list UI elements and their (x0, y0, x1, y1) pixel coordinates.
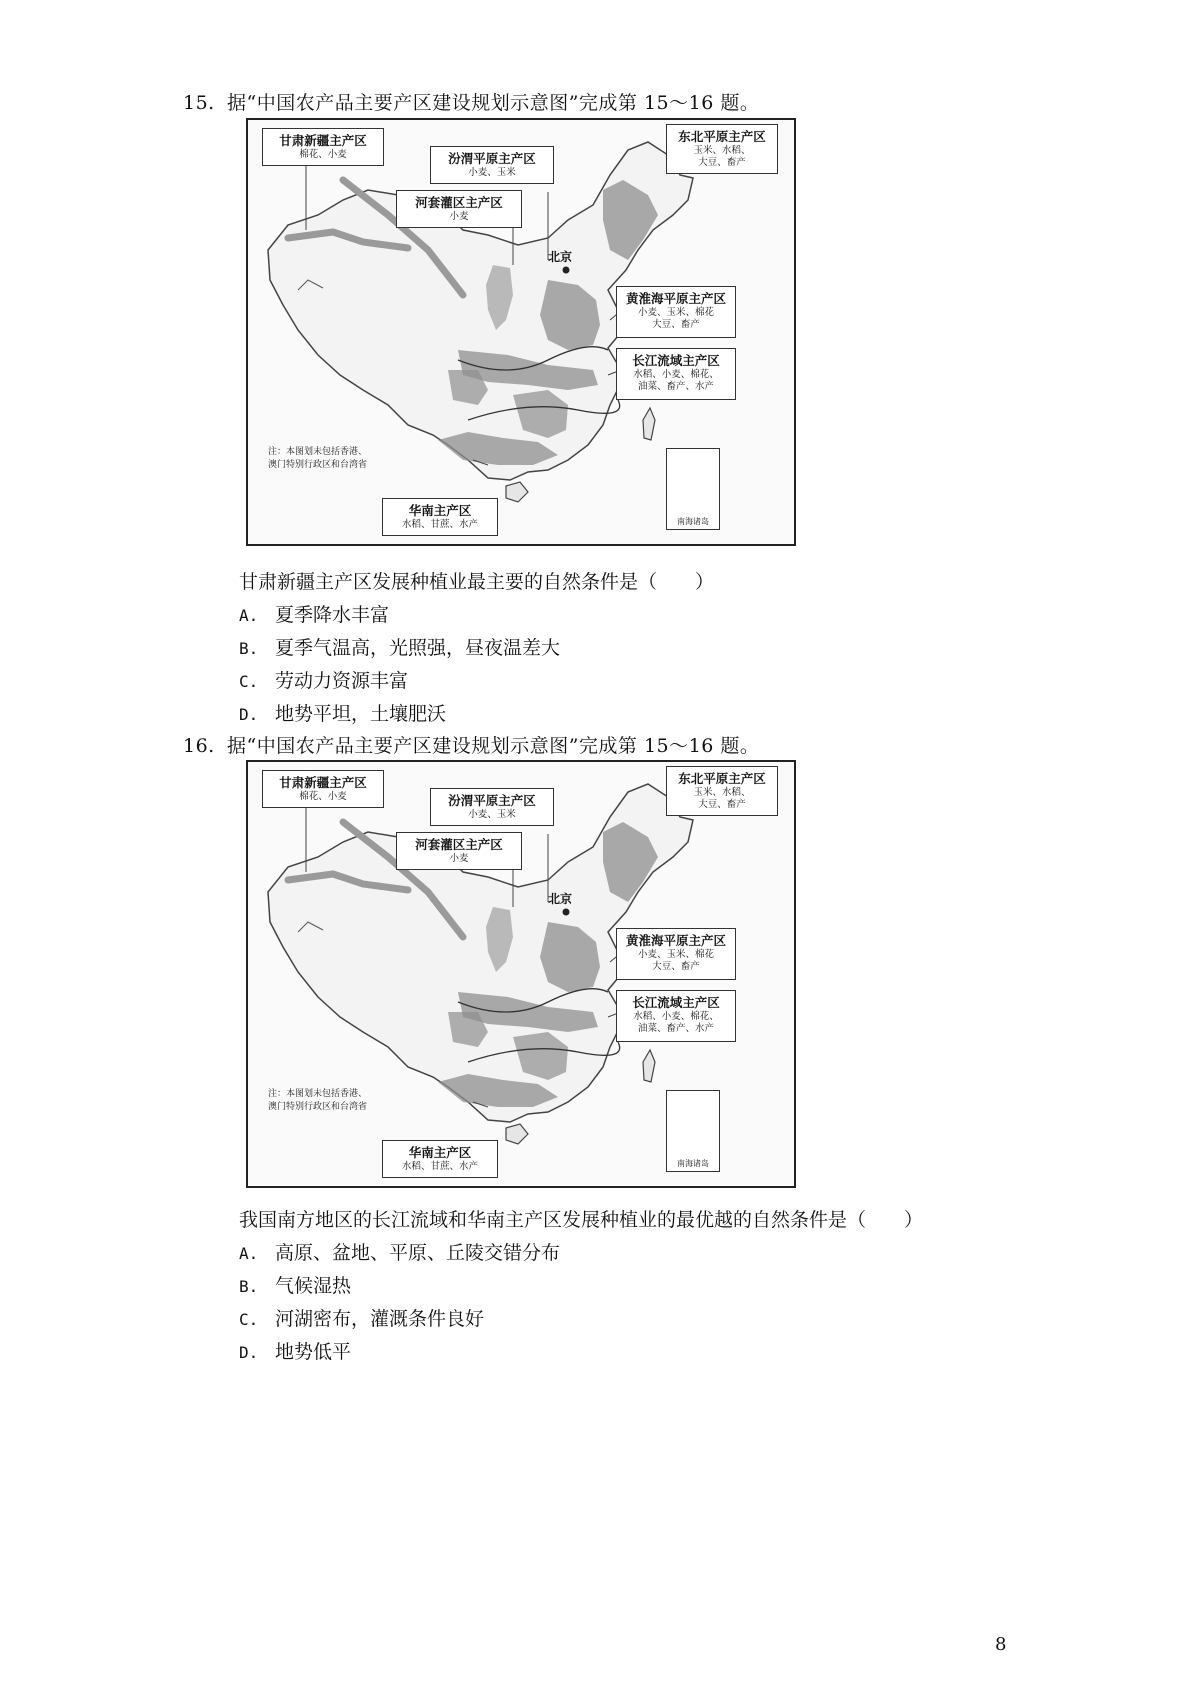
question-number: 15. (183, 92, 215, 114)
region-crops: 水稻、甘蔗、水产 (401, 1161, 478, 1172)
region-crops: 小麦 (449, 211, 469, 222)
beijing-label: 北京 (548, 892, 573, 906)
region-title: 甘肃新疆主产区 (279, 133, 367, 148)
south-china-sea-inset (666, 1090, 720, 1172)
question-15-option-b (239, 633, 560, 660)
region-box-huanghuaihai (616, 286, 736, 338)
china-agriculture-map (246, 118, 796, 546)
option-text: 劳动力资源丰富 (275, 670, 409, 692)
region-crops-line2: 大豆、畜产 (698, 799, 746, 810)
region-crops-line1: 小麦、玉米、棉花 (637, 307, 714, 318)
region-box-gansu-xinjiang (262, 128, 384, 166)
inset-label: 南海诸岛 (677, 1159, 709, 1168)
question-15-option-c (239, 666, 408, 693)
region-crops-line2: 油菜、畜产、水产 (637, 381, 714, 392)
question-15-intro (183, 88, 759, 115)
option-letter: A. (239, 606, 259, 625)
question-15-option-a (239, 600, 389, 627)
map-note-line2: 澳门特别行政区和台湾省 (268, 460, 368, 470)
region-title: 长江流域主产区 (632, 353, 720, 368)
region-box-northeast (666, 124, 778, 174)
map-note-line1: 注：本图划未包括香港、 (268, 447, 368, 457)
region-title: 河套灌区主产区 (415, 195, 503, 210)
china-agriculture-map-2 (246, 760, 796, 1188)
region-crops: 棉花、小麦 (299, 149, 347, 160)
region-crops-line1: 玉米、水稻、 (693, 787, 751, 798)
option-text: 气候湿热 (275, 1275, 352, 1297)
region-title: 甘肃新疆主产区 (279, 775, 367, 790)
inset-label: 南海诸岛 (677, 517, 709, 526)
option-text: 夏季气温高，光照强，昼夜温差大 (275, 637, 561, 659)
option-letter: D. (239, 705, 259, 724)
region-crops: 小麦、玉米 (468, 167, 516, 178)
map-note (268, 1088, 367, 1114)
option-letter: D. (239, 1343, 259, 1362)
question-16-option-d (239, 1337, 351, 1364)
question-number: 16. (183, 735, 215, 757)
region-title: 东北平原主产区 (678, 771, 766, 786)
region-crops: 棉花、小麦 (299, 791, 347, 802)
region-title: 汾渭平原主产区 (448, 793, 536, 808)
region-box-fenwei (430, 146, 554, 184)
option-text: 地势低平 (275, 1341, 352, 1363)
question-16-intro (183, 731, 759, 758)
region-box-huanan (382, 1140, 498, 1178)
region-box-huanghuaihai (616, 928, 736, 980)
question-16-option-c (239, 1304, 484, 1331)
map-note-line1: 注：本图划未包括香港、 (268, 1089, 368, 1099)
region-crops-line1: 水稻、小麦、棉花、 (633, 369, 719, 380)
region-crops-line2: 大豆、畜产 (698, 157, 746, 168)
question-intro-text: 据“中国农产品主要产区建设规划示意图”完成第 15～16 题。 (227, 735, 760, 757)
region-box-gansu-xinjiang (262, 770, 384, 808)
region-box-hetao (396, 832, 522, 870)
region-box-changjiang (616, 990, 736, 1042)
region-title: 汾渭平原主产区 (448, 151, 536, 166)
region-crops: 小麦 (449, 853, 469, 864)
region-crops-line2: 大豆、畜产 (652, 319, 700, 330)
option-letter: B. (239, 639, 259, 658)
region-title: 河套灌区主产区 (415, 837, 503, 852)
page-number: 8 (995, 1634, 1007, 1655)
region-box-northeast (666, 766, 778, 816)
region-title: 华南主产区 (408, 1145, 472, 1160)
region-crops-line1: 玉米、水稻、 (693, 145, 751, 156)
region-title: 长江流域主产区 (632, 995, 720, 1010)
south-china-sea-inset (666, 448, 720, 530)
region-crops-line1: 水稻、小麦、棉花、 (633, 1011, 719, 1022)
region-crops-line1: 小麦、玉米、棉花 (637, 949, 714, 960)
region-crops: 小麦、玉米 (468, 809, 516, 820)
region-crops: 水稻、甘蔗、水产 (401, 519, 478, 530)
region-crops-line2: 油菜、畜产、水产 (637, 1023, 714, 1034)
question-15-option-d (239, 699, 446, 726)
region-box-fenwei (430, 788, 554, 826)
question-16-option-b (239, 1271, 351, 1298)
region-title: 东北平原主产区 (678, 129, 766, 144)
region-box-hetao (396, 190, 522, 228)
option-text: 夏季降水丰富 (275, 604, 390, 626)
region-box-huanan (382, 498, 498, 536)
map-note (268, 446, 367, 472)
question-15-stem: 甘肃新疆主产区发展种植业最主要的自然条件是（ ） (239, 571, 715, 593)
region-title: 黄淮海平原主产区 (625, 933, 726, 948)
beijing-label: 北京 (548, 250, 573, 264)
region-title: 华南主产区 (408, 503, 472, 518)
option-letter: A. (239, 1244, 259, 1263)
region-box-changjiang (616, 348, 736, 400)
option-text: 地势平坦，土壤肥沃 (275, 703, 447, 725)
question-16-option-a (239, 1238, 560, 1265)
option-text: 高原、盆地、平原、丘陵交错分布 (275, 1242, 561, 1264)
question-16-stem: 我国南方地区的长江流域和华南主产区发展种植业的最优越的自然条件是（ ） (239, 1209, 924, 1231)
option-letter: C. (239, 672, 259, 691)
region-title: 黄淮海平原主产区 (625, 291, 726, 306)
map-note-line2: 澳门特别行政区和台湾省 (268, 1102, 368, 1112)
option-letter: C. (239, 1310, 259, 1329)
option-letter: B. (239, 1277, 259, 1296)
option-text: 河湖密布，灌溉条件良好 (275, 1308, 485, 1330)
question-intro-text: 据“中国农产品主要产区建设规划示意图”完成第 15～16 题。 (227, 92, 760, 114)
region-crops-line2: 大豆、畜产 (652, 961, 700, 972)
